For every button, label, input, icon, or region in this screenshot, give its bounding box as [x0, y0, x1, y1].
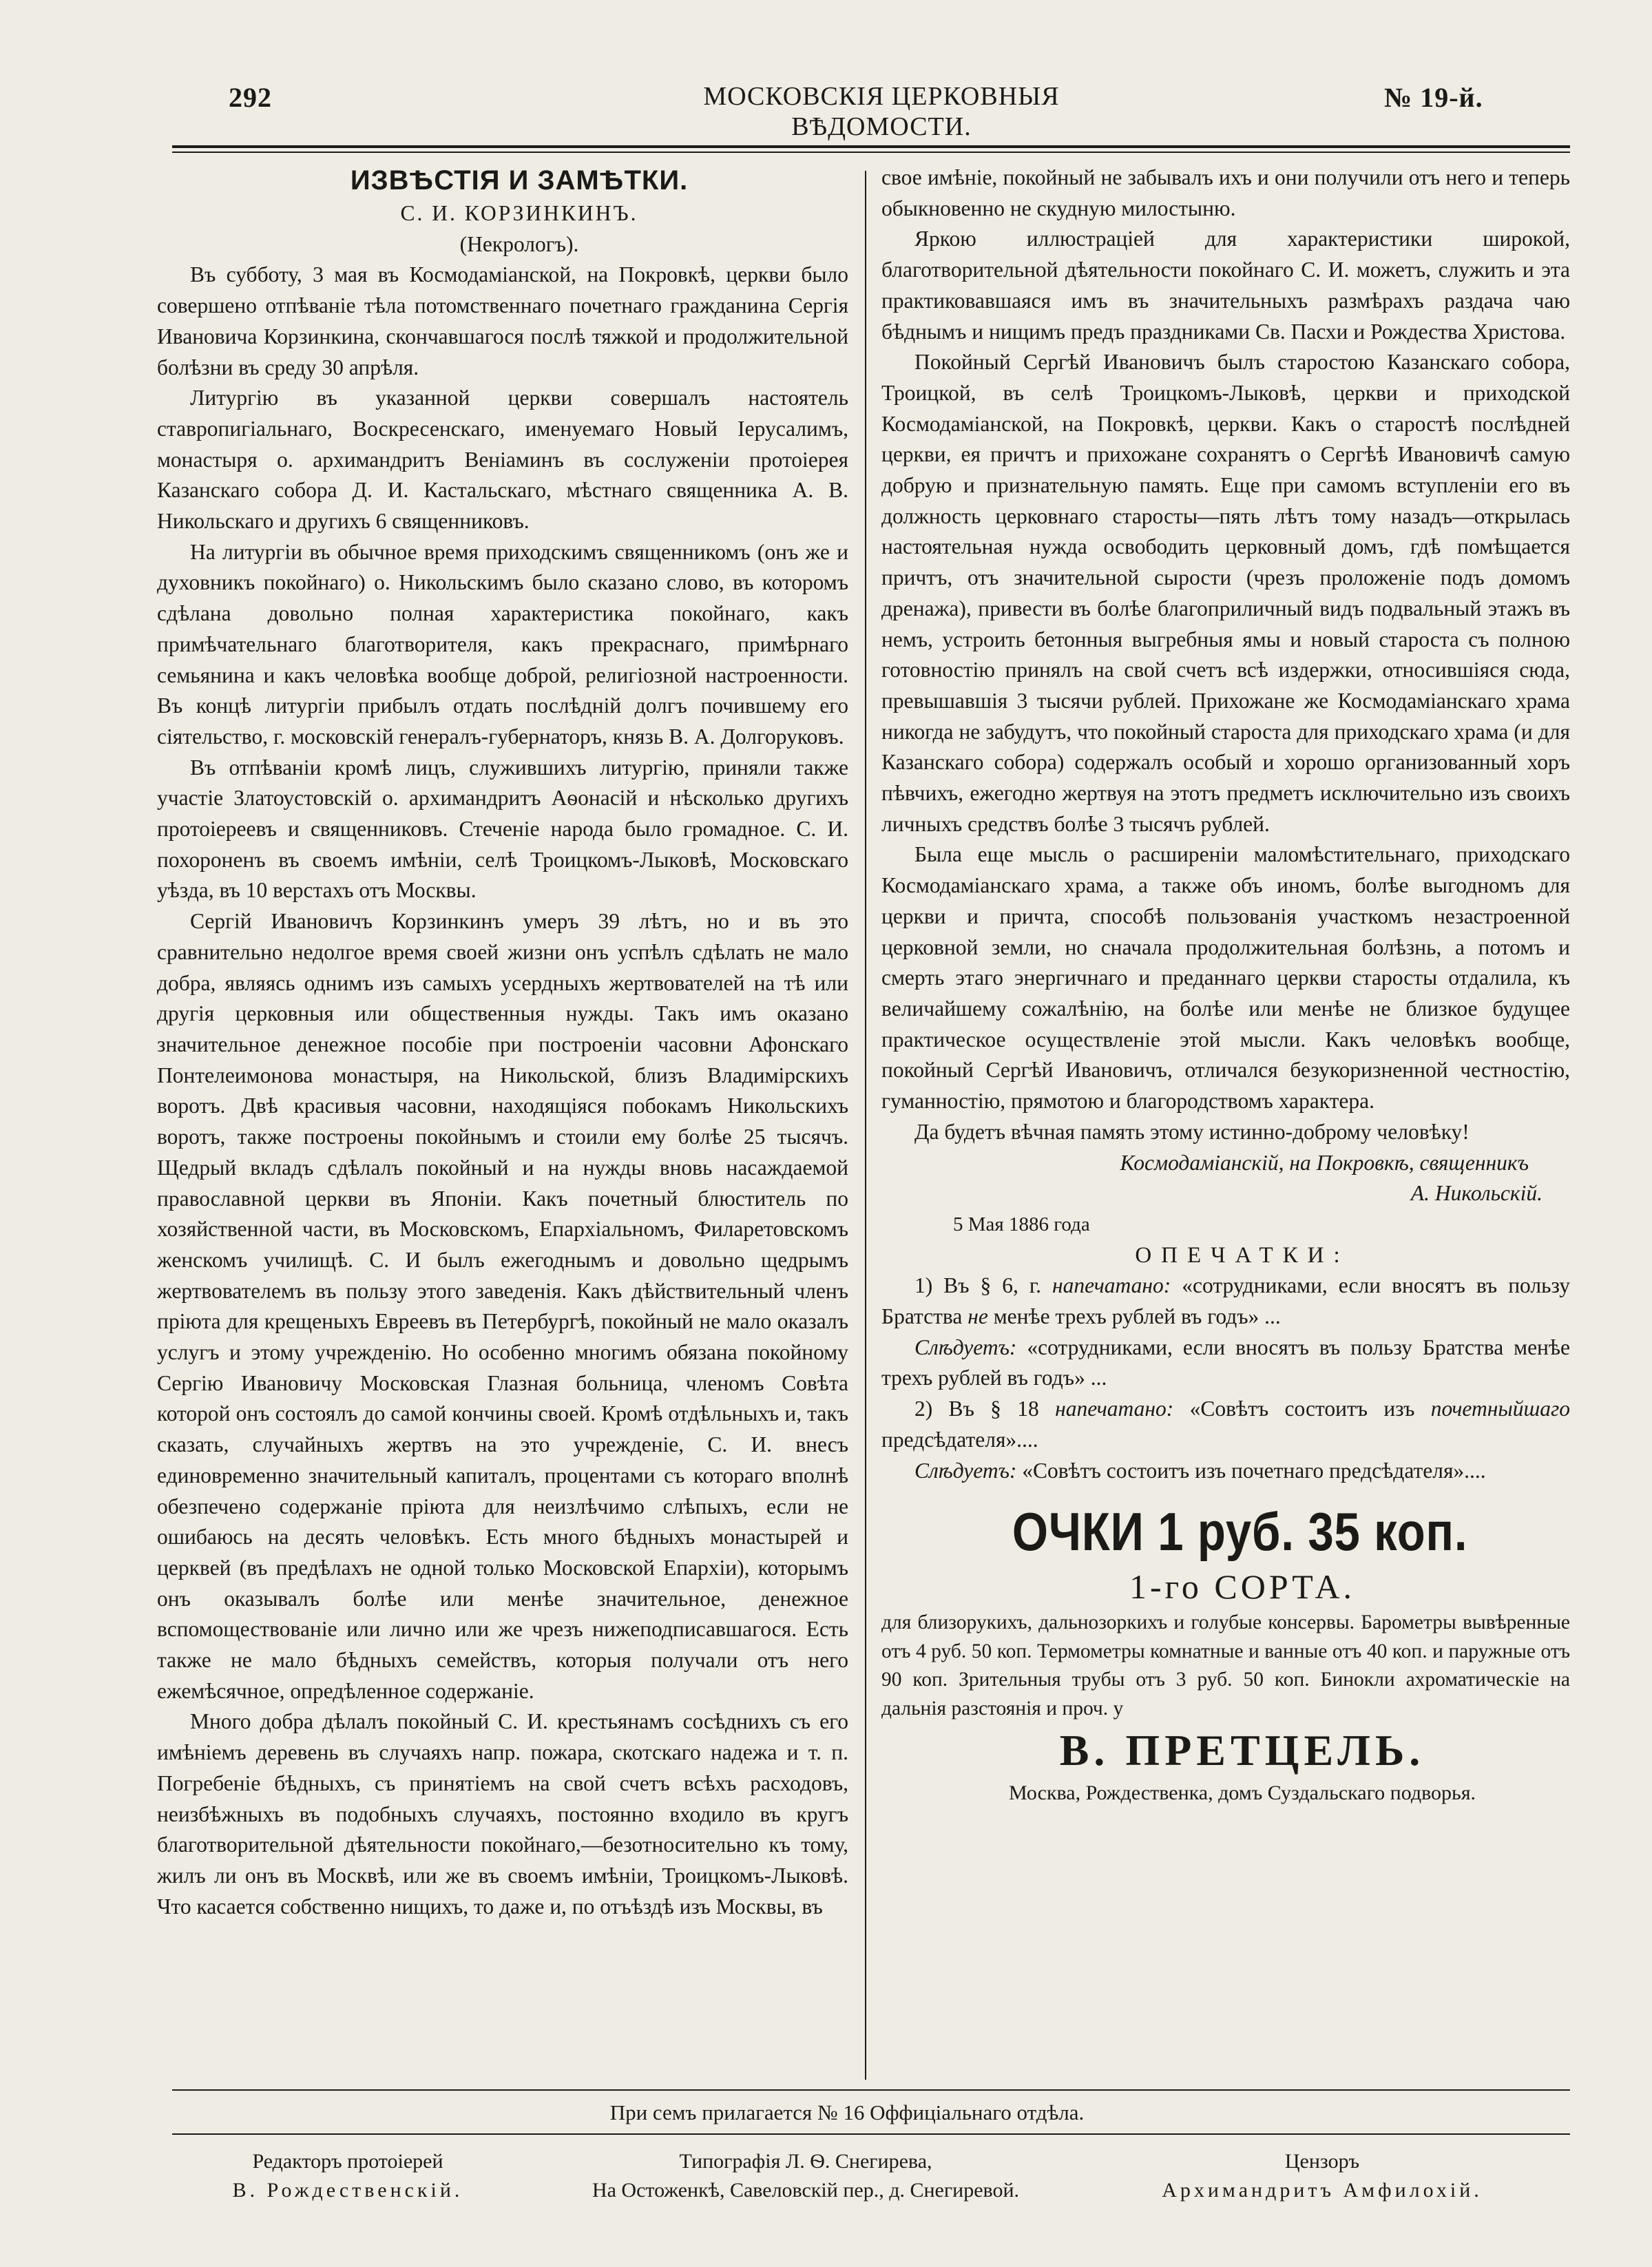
ad-headline: ОЧКИ 1 руб. 35 коп. [1012, 1501, 1468, 1563]
ad-firm-name: В. ПРЕТЦЕЛЬ. [1059, 1726, 1425, 1775]
advertisement [881, 1498, 1570, 1809]
censor-role: Цензоръ [1284, 2150, 1360, 2173]
errata-printed-label: напечатано: [1055, 1397, 1174, 1421]
errata-printed-text: менѣе трехъ рублей въ годъ» ... [993, 1304, 1281, 1329]
printer-name: Типографія Л. Ѳ. Снегирева, [679, 2150, 932, 2173]
errata-printed-text: предсѣдателя».... [881, 1427, 1038, 1452]
errata-should-label: Слѣдуетъ: [914, 1335, 1017, 1359]
supplement-note: При семъ прилагается № 16 Оффиціальнаго отдѣла. [609, 2100, 1085, 2124]
page-number: 292 [229, 82, 272, 113]
obituary-date: 5 Мая 1886 года [953, 1213, 1090, 1235]
signature-parish: Космодаміанскій, на Покровкѣ, священникъ [1120, 1150, 1529, 1175]
obituary-paragraph: Яркою иллюстраціей для характеристики широкой, благотворительной дѣятельности покойнаго С. И. можетъ, служить и эта практиковавшаяся имъ въ значительныхъ размѣрахъ раздача чаю бѣднымъ и нищимъ предъ праздниками Св. Пасхи и Рождества Христова. [881, 227, 1570, 344]
issue-number: № 19-й. [1384, 82, 1483, 113]
obituary-paragraph: Покойный Сергѣй Ивановичъ былъ старостою Казанскаго собора, Троицкой, въ селѣ Троицкомъ-Лыковѣ, церкви и приходской Космодаміанской, на Покровкѣ, церкви. Какъ о старостѣ послѣдней церкви, ея причтъ и прихожане сохранятъ о Сергѣѣ Ивановичѣ самую добрую и признательную память. Еще при самомъ вступленіи его въ должность церковнаго старосты—пять лѣтъ тому назадъ—открылась настоятельная нужда освободить церковный домъ, гдѣ помѣщается причтъ, отъ значительной сырости (чрезъ проложеніе подъ домомъ дренажа), привести въ болѣе благоприличный видъ подвальный этажъ въ немъ, устроить бетонныя выгребныя ямы и новый староста съ полною готовностію принялъ на свой счетъ всѣ издержки, относившіяся сюда, превышавшія 3 тысячи рублей. Прихожане же Космодаміанскаго храма никогда не забудутъ, что покойный староста для приходскаго храма (и для Казанскаго собора) содержалъ особый и хорошо организованный хоръ пѣвчихъ, ежегодно жертвуя на этотъ предметъ исключительно изъ своихъ личныхъ средствъ болѣе 3 тысячъ рублей. [881, 350, 1570, 836]
publication-title: МОСКОВСКІЯ ЦЕРКОВНЫЯ ВѢДОМОСТИ. [703, 82, 1060, 141]
footer-rule-bottom [172, 2133, 1570, 2135]
editor-name: В. Рождественскій. [232, 2179, 463, 2202]
errata-item-1 [881, 1271, 1570, 1332]
censor-name: Архимандритъ Амфилохій. [1162, 2179, 1483, 2202]
errata-item-2-correction [881, 1456, 1570, 1487]
obituary-paragraph: Въ отпѣваніи кромѣ лицъ, служившихъ литургію, приняли также участіе Златоустовскій о. архимандритъ Аѳонасій и нѣсколько другихъ протоіереевъ и священниковъ. Стеченіе народа было громадное. С. И. похороненъ въ своемъ имѣніи, селѣ Троицкомъ-Лыковѣ, Московскаго уѣзда, въ 10 верстахъ отъ Москвы. [157, 755, 848, 903]
obituary-subtitle: (Некрологъ). [459, 231, 579, 256]
errata-item-1-number: 1) Въ § 6, г. [914, 1273, 1042, 1298]
errata-item-2 [881, 1394, 1570, 1455]
obituary-paragraph: Литургію въ указанной церкви совершалъ настоятель ставропигіальнаго, Воскресенскаго, именуемаго Новый Іерусалимъ, монастыря о. архимандритъ Веніаминъ въ сослуженіи протоіерея Казанскаго собора Д. И. Кастальскаго, мѣстнаго священника А. В. Никольскаго и другихъ 6 священниковъ. [157, 386, 848, 534]
printer-address: На Остоженкѣ, Савеловскій пер., д. Снегиревой. [592, 2179, 1020, 2202]
footer-rule-top [172, 2089, 1570, 2091]
obituary-paragraph: На литургіи въ обычное время приходскимъ священникомъ (онъ же и духовникъ покойнаго) о. Никольскимъ было сказано слово, въ которомъ сдѣлана довольно полная характеристика покойнаго, какъ примѣчательнаго благотворителя, какъ прекраснаго, примѣрнаго семьянина и какъ человѣка вообще доброй, религіозной настроенности. Въ концѣ литургіи прибылъ отдать послѣдній долгъ почившему его сіятельство, г. московскій генералъ-губернаторъ, князь В. А. Долгоруковъ. [157, 539, 848, 749]
header-rule-thick [172, 145, 1570, 148]
right-column [881, 163, 1570, 1809]
ad-address: Москва, Рождественка, домъ Суздальскаго подворья. [1008, 1782, 1476, 1805]
editor-role: Редакторъ протоіерей [252, 2150, 443, 2173]
section-title: ИЗВѢСТІЯ И ЗАМѢТКИ. [350, 165, 689, 196]
censor-imprint [1102, 2147, 1543, 2205]
obituary-paragraph: Была еще мысль о расширеніи маломѣстительнаго, приходскаго Космодаміанскаго храма, а также объ иномъ, болѣе выгодномъ для церкви и причта, способѣ пользованія участкомъ незастроенной церковной земли, но сначала продолжительная болѣзнь, а потомъ и смерть этаго энергичнаго и преданнаго церкви старосты отдалила, къ величайшему сожалѣнію, на болѣе или менѣе не близкое будущее практическое осуществленіе этой мысли. Какъ человѣкъ вообще, покойный Сергѣй Ивановичъ, отличался безукоризненной честностію, гуманностію, прямотою и благородствомъ характера. [881, 842, 1570, 1114]
obituary-paragraph: Въ субботу, 3 мая въ Космодаміанской, на Покровкѣ, церкви было совершено отпѣваніе тѣла потомственнаго почетнаго гражданина Сергія Ивановича Корзинкина, скончавшагося послѣ тяжкой и продолжительной болѣзни въ среду 30 апрѣля. [157, 262, 848, 379]
errata-printed-emphasis: почетныйшаго [1430, 1397, 1571, 1421]
errata-printed-text: «сотрудниками, если вносятъ въ пользу Братства [881, 1273, 1571, 1329]
errata-printed-text: «Совѣтъ состоитъ изъ [1189, 1397, 1415, 1421]
errata-item-2-number: 2) Въ § 18 [914, 1397, 1039, 1421]
errata-printed-emphasis: не [968, 1304, 988, 1329]
obituary-name: С. И. КОРЗИНКИНЪ. [400, 201, 638, 225]
ad-body: для близорукихъ, дальнозоркихъ и голубые консервы. Барометры вывѣренные отъ 4 руб. 50 коп. Термометры комнатные и ванные отъ 40 коп. и паружные отъ 90 коп. Зрительныя трубы отъ 3 руб. 50 коп. Бинокли ахроматическіе на дальнія разстоянія и проч. у [881, 1611, 1570, 1720]
errata-should-label: Слѣдуетъ: [914, 1458, 1017, 1483]
errata-should-text: «Совѣтъ состоитъ изъ почетнаго предсѣдателя».... [1022, 1458, 1486, 1483]
errata-printed-label: напечатано: [1052, 1273, 1171, 1298]
errata-item-1-correction [881, 1333, 1570, 1394]
column-divider [865, 171, 866, 2080]
ad-subheadline: 1-го СОРТА. [1129, 1567, 1355, 1607]
errata-should-text: «сотрудниками, если вносятъ въ пользу Братства менѣе трехъ рублей въ годъ» ... [881, 1335, 1571, 1390]
obituary-paragraph: Да будетъ вѣчная память этому истинно-доброму человѣку! [914, 1119, 1470, 1144]
left-column [157, 163, 848, 1922]
obituary-paragraph: Много добра дѣлалъ покойный С. И. крестьянамъ сосѣднихъ съ его имѣніемъ деревень въ случаяхъ напр. пожара, скотскаго надежа и т. п. Погребеніе бѣдныхъ, съ принятіемъ на свой счетъ всѣхъ расходовъ, неизбѣжныхъ въ подобныхъ случаяхъ, постоянно входило въ кругъ благотворительной дѣятельности покойнаго,—безотносительно къ тому, жилъ ли онъ въ Москвѣ, или же въ своемъ имѣніи, Троицкомъ-Лыковѣ. Что касается собственно нищихъ, то даже и, по отъѣздѣ изъ Москвы, въ [157, 1709, 848, 1919]
obituary-paragraph: свое имѣніе, покойный не забывалъ ихъ и они получили отъ него и теперь обыкновенно не скудную милостыню. [881, 165, 1570, 220]
editor-imprint [193, 2147, 503, 2205]
obituary-paragraph: Сергій Ивановичъ Корзинкинъ умеръ 39 лѣтъ, но и въ это сравнительно недолгое время своей жизни онъ успѣлъ сдѣлать не мало добра, являясь однимъ изъ самыхъ усердныхъ жертвователей на тѣ или другія церковныя или общественныя нужды. Такъ имъ оказано значительное денежное пособіе при построеніи часовни Афонскаго Понтелеимонова монастыря, на Никольской, близъ Владимірскихъ воротъ. Двѣ красивыя часовни, находящіяся побокамъ Никольскихъ воротъ, также построены покойнымъ и стоили ему болѣе 25 тысячъ. Щедрый вкладъ сдѣлалъ покойный и на нужды вновь насаждаемой православной церкви въ Японіи. Какъ почетный блюститель по хозяйственной части, въ Московскомъ, Епархіальномъ, Филаретовскомъ женскомъ училищѣ. С. И былъ ежегоднымъ и довольно щедрымъ жертвователемъ въ пользу этого заведенія. Какъ дѣйствительный членъ пріюта для крещеныхъ Евреевъ въ Петербургѣ, покойный не мало оказалъ услугъ и этому учрежденію. Но особенно многимъ обязана покойному Сергію Ивановичу Московская Глазная больница, членомъ Совѣта которой онъ состоялъ до самой кончины своей. Кромѣ отдѣльныхъ и, такъ сказать, случайныхъ жертвъ на это учрежденіе, С. И. внесъ единовременно значительный капиталъ, процентами съ котораго вполнѣ обезпечено содержаніе пріюта для неизлѣчимо слѣпыхъ, если не ошибаюсь на десять человѣкъ. Есть много бѣдныхъ монастырей и церквей (въ предѣлахъ не одной только Московской Епархіи), которымъ онъ оказывалъ болѣе или менѣе значительное, денежное вспомоществованіе или лично или же чрезъ нижеподписавшагося. Есть также не мало бѣдныхъ семействъ, которыя получали отъ него ежемѣсячное, опредѣленное содержаніе. [157, 909, 848, 1703]
printer-imprint [510, 2147, 1102, 2205]
errata-title: ОПЕЧАТКИ: [1135, 1242, 1350, 1268]
signature-author: А. Никольскій. [1410, 1181, 1543, 1206]
header-rule-thin [172, 152, 1570, 153]
